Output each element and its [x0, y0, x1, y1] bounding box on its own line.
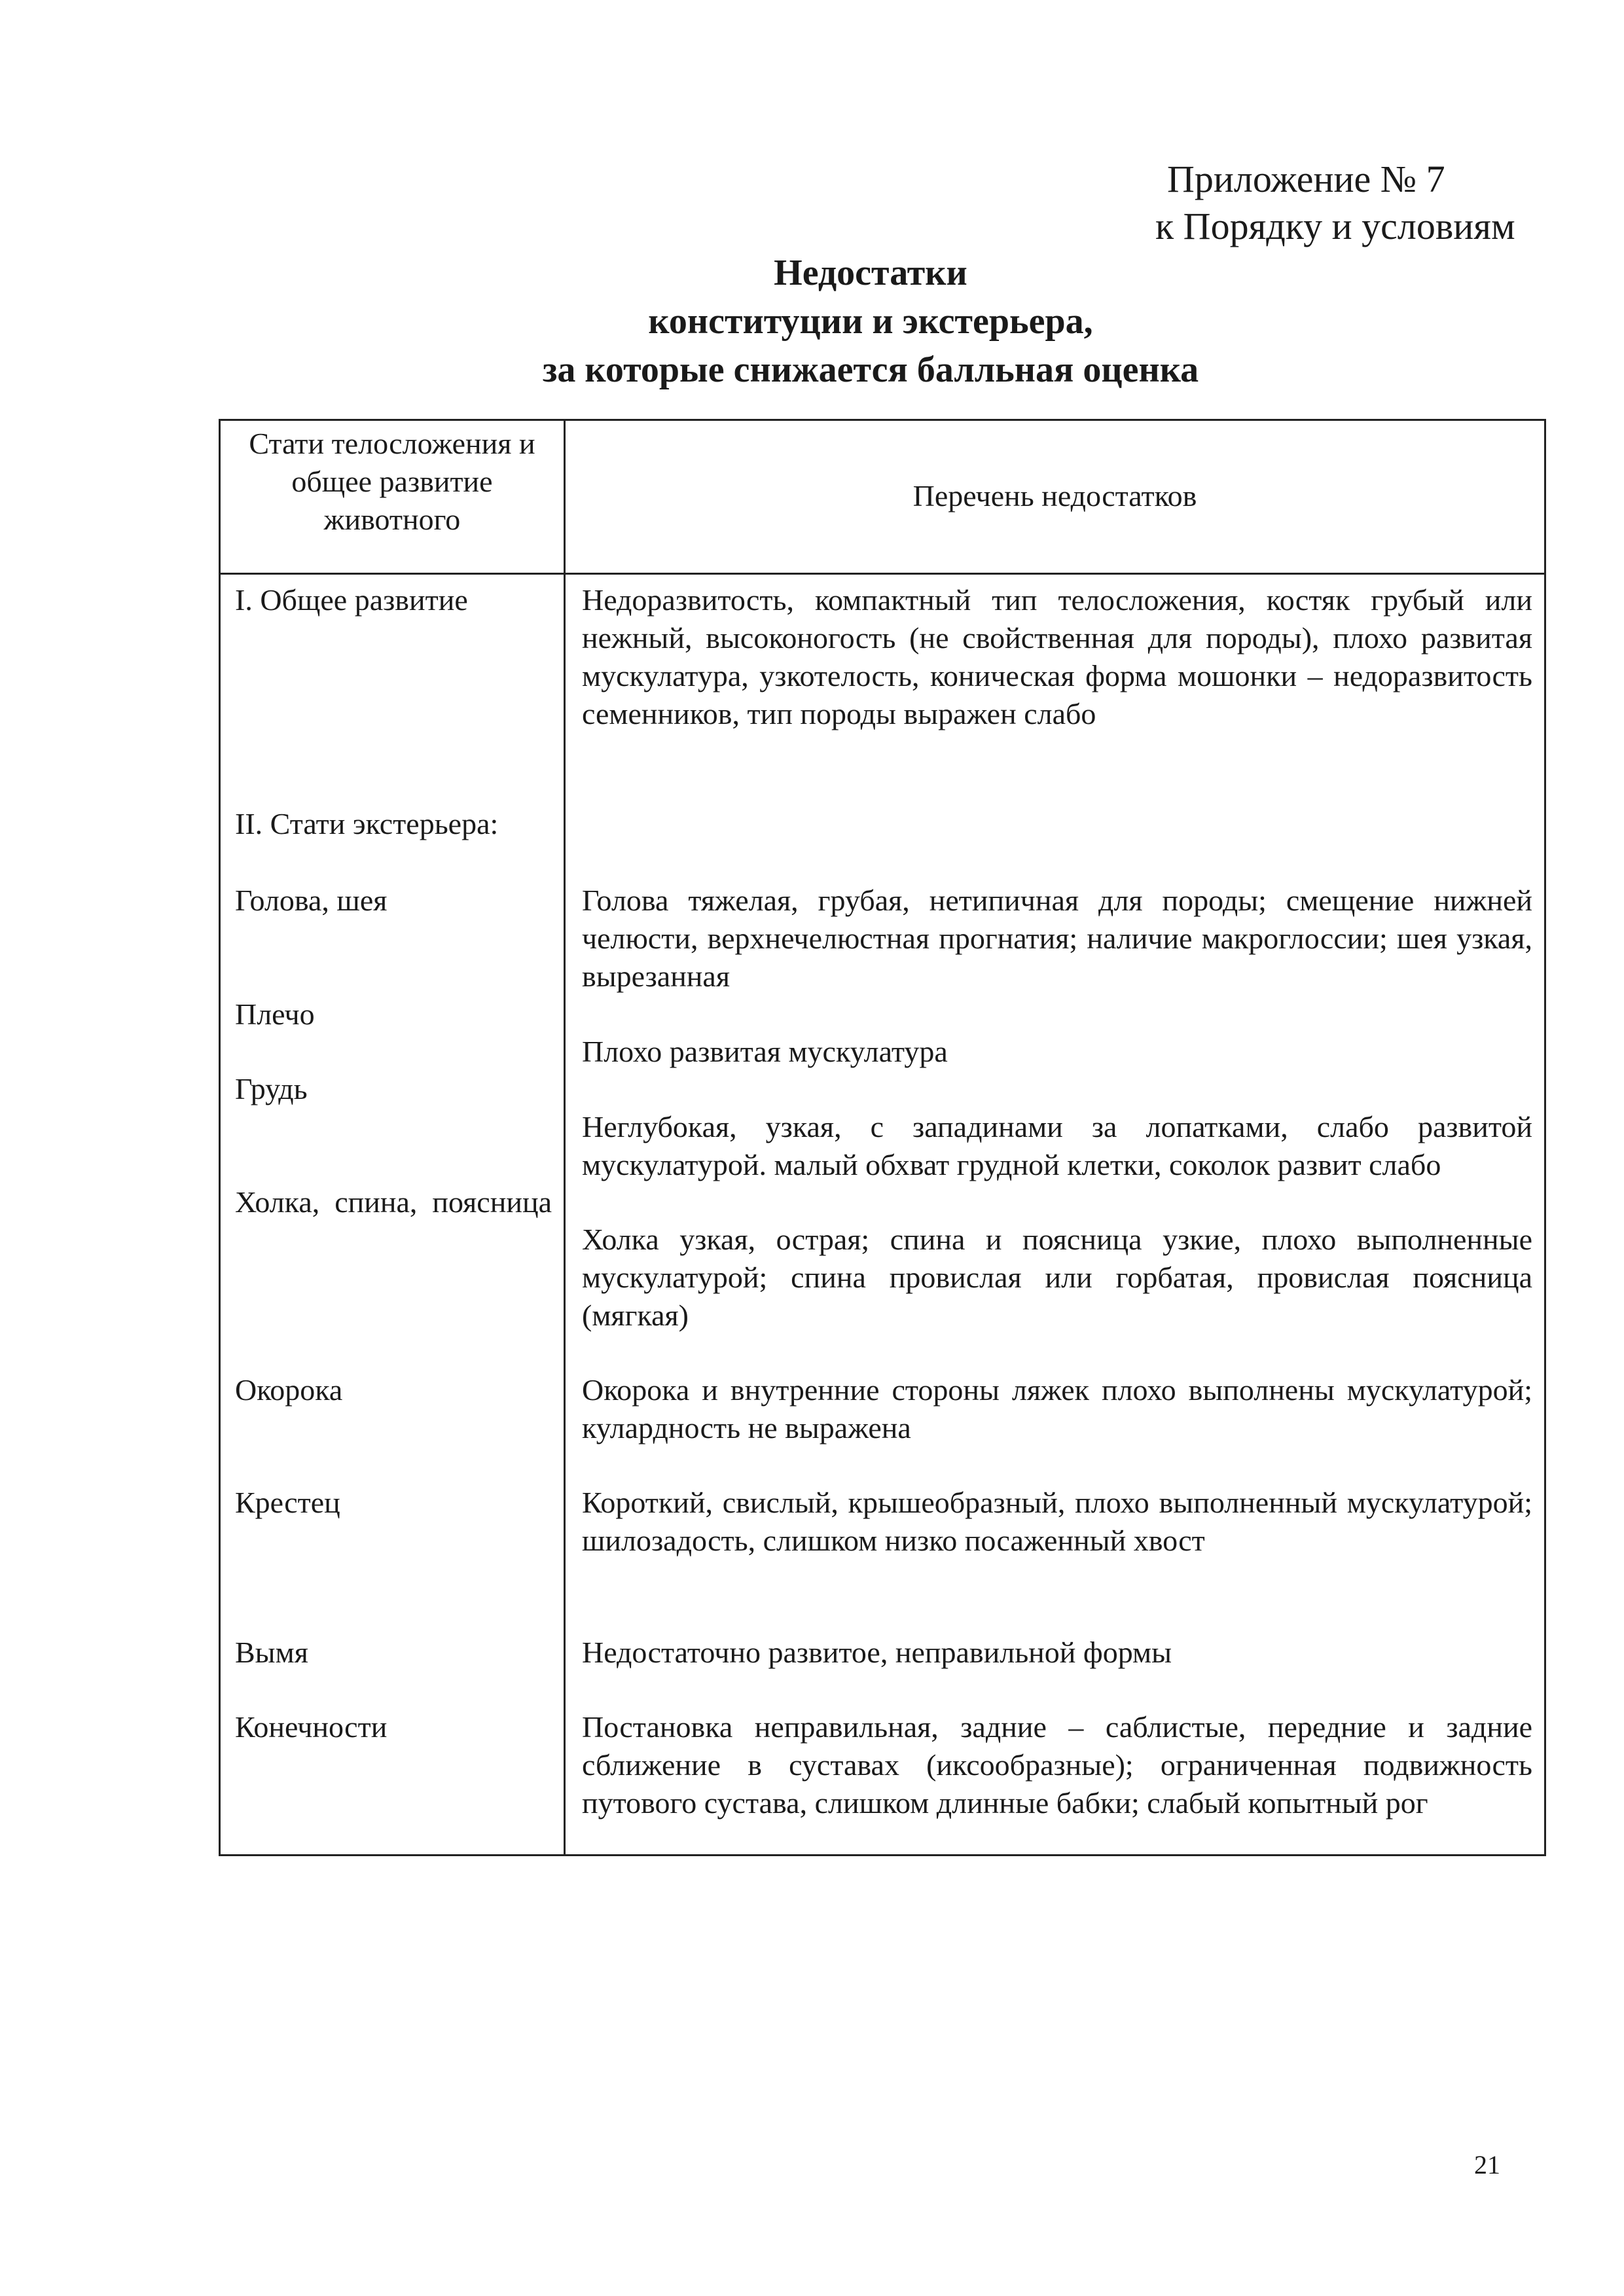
row-label-hams: Окорока: [235, 1373, 343, 1407]
title-line-2: конституции и экстерьера,: [648, 301, 1093, 342]
row-text-general: Недоразвитость, компактный тип телосложения, костяк грубый или нежный, высоконогость (не свойственная для породы), плохо развитая мускулатура, узкотелость, коническая форма мошонки – недоразвитость семенников, тип породы выражен слабо: [582, 583, 1532, 730]
row-text-limbs: Постановка неправильная, задние – саблистые, передние и задние сближение в суставах (иксообразные); ограниченная подвижность путового сустава, слишком длинные бабки; слабый копытный рог: [582, 1710, 1532, 1820]
row-label-udder: Вымя: [235, 1636, 308, 1669]
column-divider: [564, 421, 566, 1854]
column-header-body-parts: Стати телосложения и общее развитие животного: [249, 427, 535, 536]
document-title: [0, 249, 1624, 394]
row-label-shoulder: Плечо: [235, 997, 315, 1031]
defects-table: [219, 419, 1546, 1856]
row-label-exterior: II. Стати экстерьера:: [235, 807, 499, 840]
row-text-chest: Неглубокая, узкая, с западинами за лопатками, слабо развитой мускулатурой. малый обхват грудной клетки, соколок развит слабо: [582, 1110, 1532, 1181]
row-text-udder: Недостаточно развитое, неправильной формы: [582, 1636, 1172, 1669]
page-number: 21: [1474, 2150, 1500, 2179]
appendix-reference: [1155, 156, 1515, 250]
appendix-subtitle: к Порядку и условиям: [1155, 205, 1515, 247]
row-label-sacrum: Крестец: [235, 1486, 340, 1519]
column-header-defects: Перечень недостатков: [912, 479, 1197, 512]
row-label-chest: Грудь: [235, 1072, 308, 1105]
title-line-3: за которые снижается балльная оценка: [542, 350, 1199, 390]
row-text-shoulder: Плохо развитая мускулатура: [582, 1035, 948, 1068]
row-text-head-neck: Голова тяжелая, грубая, нетипичная для породы; смещение нижней челюсти, верхнечелюстная прогнатия; наличие макроглоссии; шея узкая, вырезанная: [582, 884, 1532, 993]
row-label-withers-back-loin: Холка, спина, поясница: [235, 1185, 552, 1219]
row-text-withers-back-loin: Холка узкая, острая; спина и поясница узкие, плохо выполненные мускулатурой; спина провислая или горбатая, провислая поясница (мягкая): [582, 1223, 1532, 1332]
row-label-head-neck: Голова, шея: [235, 884, 388, 917]
row-label-limbs: Конечности: [235, 1710, 388, 1744]
title-line-1: Недостатки: [774, 253, 967, 293]
appendix-number: Приложение № 7: [1167, 158, 1445, 200]
row-label-general: I. Общее развитие: [235, 583, 468, 617]
row-text-hams: Окорока и внутренние стороны ляжек плохо выполнены мускулатурой; кулардность не выражена: [582, 1373, 1532, 1444]
header-divider: [221, 573, 1544, 575]
row-text-sacrum: Короткий, свислый, крышеобразный, плохо выполненный мускулатурой; шилозадость, слишком низко посаженный хвост: [582, 1486, 1532, 1557]
